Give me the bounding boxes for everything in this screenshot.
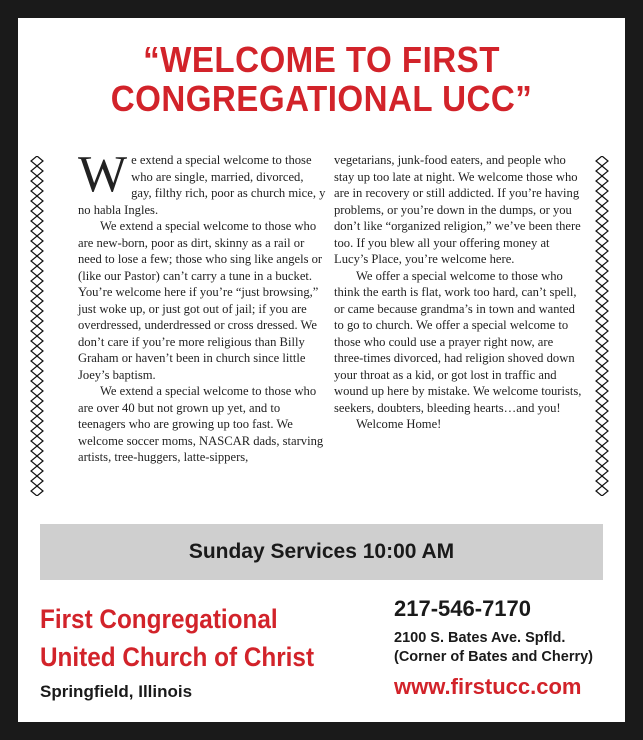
body-paragraph-2: We extend a special welcome to those who are new-born, poor as dirt, skinny as a rail or need to lose a few; those who sing like angels or (like our Pastor) can’t carry a tune in a bucket. You’re welcome here if you’re “just browsing,” just woke up, or just got out of jail; if you are overdressed, underdressed or cross dressed. We don’t care if you’re more religious than Billy Graham or haven’t been in church since little Joey’s baptism. [78, 219, 323, 382]
church-city: Springfield, Illinois [40, 682, 193, 701]
diamond-link [31, 376, 43, 386]
diamond-link [31, 226, 43, 236]
body-column-right [334, 152, 582, 433]
diamond-link [31, 186, 43, 196]
diamond-link [31, 406, 43, 416]
diamond-link [31, 246, 43, 256]
diamond-link [31, 346, 43, 356]
body-paragraph-1-text: e extend a special welcome to those who are single, married, divorced, gay, filthy rich, poor as church mice, y no habla Ingles. [78, 153, 326, 217]
diamond-link [31, 416, 43, 426]
body-paragraph-5: We offer a special welcome to those who think the earth is flat, work too hard, can’t spell, or came because grandma’s in town and wanted to go to church. We offer a special welcome to those who could use a prayer right now, are three-times divorced, had religion shoved down your throat as a kid, or got lost in traffic and wound up here by mistake. We welcome tourists, seekers, doubters, bleeding hearts…and you! [334, 268, 582, 415]
website-link[interactable]: www.firstucc.com [394, 674, 582, 699]
address [394, 629, 593, 667]
diamond-link [596, 266, 608, 276]
diamond-link [596, 446, 608, 456]
diamond-link [596, 246, 608, 256]
diamond-link [596, 476, 608, 486]
body-paragraph-4: vegetarians, junk-food eaters, and people who stay up too late at night. We welcome those who are in recovery or still addicted. If you’re having problems, or you’re down in the dumps, or you don’t like “organized religion,” we’ve been there too. If you blew all your offering money at Lucy’s Place, you’re welcome here. [334, 153, 581, 266]
diamond-link [596, 416, 608, 426]
diamond-link [31, 486, 43, 496]
diamond-link [596, 286, 608, 296]
diamond-link [31, 326, 43, 336]
diamond-link [31, 316, 43, 326]
diamond-link [596, 426, 608, 436]
body-paragraph-3: We extend a special welcome to those who are over 40 but not grown up yet, and to teenagers who are growing up too fast. We welcome soccer moms, NASCAR dads, starving artists, tree-huggers, latte-sippers, [78, 384, 324, 464]
diamond-link [596, 386, 608, 396]
diamond-link [596, 296, 608, 306]
diamond-link [31, 336, 43, 346]
diamond-link [31, 206, 43, 216]
diamond-link [596, 376, 608, 386]
diamond-link [596, 396, 608, 406]
headline [42, 40, 600, 118]
diamond-link [31, 196, 43, 206]
diamond-link [596, 486, 608, 496]
drop-cap: W [78, 146, 128, 203]
diamond-link [596, 226, 608, 236]
address-line-1: 2100 S. Bates Ave. Spfld. [394, 630, 566, 646]
diamond-link [596, 406, 608, 416]
diamond-link [596, 346, 608, 356]
right-diamond-border [592, 156, 612, 496]
diamond-link [596, 186, 608, 196]
diamond-link [596, 306, 608, 316]
diamond-link [31, 286, 43, 296]
headline-line-1: “WELCOME TO FIRST [143, 39, 500, 80]
body-paragraph-6: Welcome Home! [356, 417, 442, 431]
diamond-link [31, 426, 43, 436]
diamond-chain-icon [27, 156, 47, 496]
diamond-link [596, 456, 608, 466]
church-name-line-1: First Congregational [40, 604, 278, 634]
diamond-link [31, 306, 43, 316]
diamond-link [31, 356, 43, 366]
diamond-link [596, 466, 608, 476]
church-name-line-2: United Church of Christ [40, 642, 315, 672]
diamond-link [31, 156, 43, 166]
diamond-link [596, 276, 608, 286]
diamond-link [596, 336, 608, 346]
diamond-link [31, 176, 43, 186]
body-paragraph-1 [78, 146, 326, 218]
diamond-link [596, 366, 608, 376]
diamond-link [596, 176, 608, 186]
diamond-link [31, 236, 43, 246]
left-diamond-border [27, 156, 47, 496]
diamond-link [596, 206, 608, 216]
services-banner: Sunday Services 10:00 AM [40, 524, 603, 580]
phone-number: 217-546-7170 [394, 596, 532, 621]
diamond-link [596, 236, 608, 246]
diamond-link [31, 386, 43, 396]
diamond-chain-icon [592, 156, 612, 496]
diamond-link [31, 256, 43, 266]
diamond-link [596, 326, 608, 336]
diamond-link [31, 366, 43, 376]
diamond-link [596, 256, 608, 266]
diamond-link [31, 466, 43, 476]
diamond-link [596, 196, 608, 206]
church-name [40, 600, 346, 676]
diamond-link [596, 156, 608, 166]
diamond-link [31, 436, 43, 446]
diamond-link [596, 316, 608, 326]
ad-sheet [18, 18, 625, 722]
diamond-link [596, 356, 608, 366]
diamond-link [31, 276, 43, 286]
diamond-link [31, 166, 43, 176]
diamond-link [596, 216, 608, 226]
diamond-link [596, 436, 608, 446]
headline-line-2: CONGREGATIONAL UCC” [110, 78, 533, 119]
diamond-link [31, 446, 43, 456]
diamond-link [31, 476, 43, 486]
diamond-link [31, 456, 43, 466]
address-line-2: (Corner of Bates and Cherry) [394, 649, 594, 665]
body-column-left [78, 146, 326, 466]
diamond-link [596, 166, 608, 176]
diamond-link [31, 216, 43, 226]
diamond-link [31, 396, 43, 406]
diamond-link [31, 296, 43, 306]
diamond-link [31, 266, 43, 276]
